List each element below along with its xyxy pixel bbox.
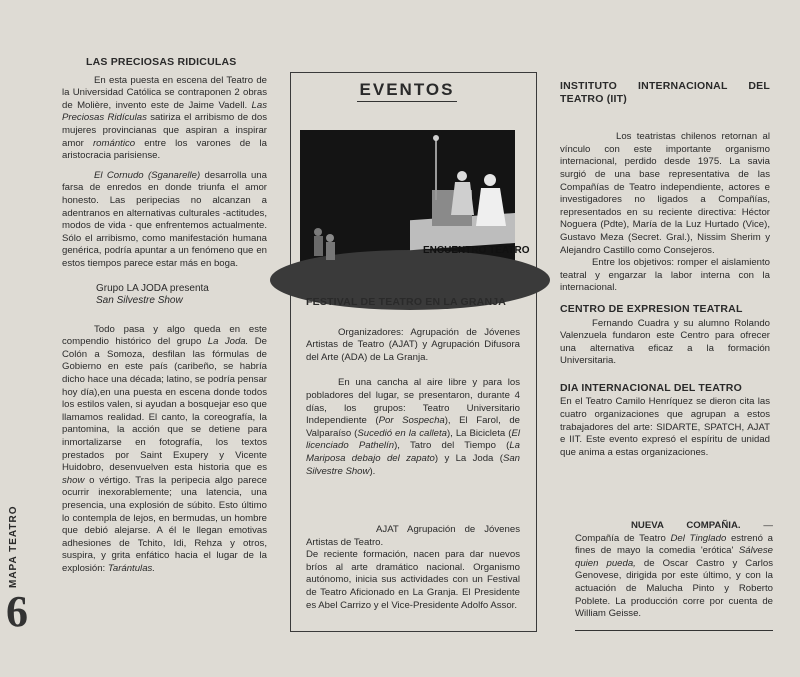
paragraph-organizadores: Organizadores: Agrupación de Jóvenes Artistas de Teatro (AJAT) y Agrupación Difusora del Arte (ADA) de La Granja.	[306, 326, 520, 363]
paragraph-dia: En el Teatro Camilo Henríquez se dieron cita las cuatro organizaciones que agrupan a estos trabajadores del arte: SIDARTE, SPATCH, AJAT e IIT. Este evento expresó el espíritu de unidad que anima a estas organizaciones.	[560, 396, 770, 458]
heading-preciosas: LAS PRECIOSAS RIDICULAS	[86, 56, 237, 68]
paragraph-festival-groups: En una cancha al aire libre y para los pobladores del lugar, se presentaron, durante 4 días, los grupos: Teatro Universitario Independiente (Por Sospecha), El Farol, de Valparaíso (Sucedió en la calleta), La Bicicleta (El licenciado Pathelín), Tatro del Tiempo (La Mariposa debajo del zapato) y La Joda (San Silvestre Show).	[306, 377, 521, 477]
heading-festival: FESTIVAL DE TEATRO EN LA GRANJA	[306, 296, 507, 308]
paragraph-iit-objectives: Entre los objetivos: romper el aislamiento teatral y engarzar la labor interna con la internacional.	[560, 257, 770, 294]
divider-nueva-compania	[575, 630, 773, 631]
ajat-section	[306, 524, 520, 612]
center-column	[306, 296, 520, 485]
group-show: San Silvestre Show	[96, 295, 183, 307]
nueva-compania-section: NUEVA COMPAÑIA. — Compañía de Teatro Del Tinglado estrenó a fines de mayo la comedia 'erótica' Sálvese quien pueda, de Oscar Castro y Carlos Genovese, dirigida por este último, y con la actuación de Malucha Pinto y Roberto Poblete. La producción corre por cuenta de William Geisse.	[575, 520, 773, 620]
section-label: MAPA TEATRO	[8, 505, 19, 588]
right-column	[560, 80, 770, 466]
left-column	[62, 56, 267, 583]
festival-photo	[300, 130, 530, 283]
ajat-body: De reciente formación, nacen para dar nuevos bríos al arte dramático nacional. Organismo autónomo, inicia sus actividades con un Festival de Teatro Aficionado en La Granja. El Presidente es Abel Carrizo y el Vice-Presidente Adolfo Assor.	[306, 549, 520, 611]
stage-sign: ENCUENTRO TEATRO	[423, 245, 530, 256]
paragraph-cornudo: El Cornudo (Sganarelle) desarrolla una farsa de enredos en donde triunfa el amor honesto. Las peripecias no alcanzan a adentranos en alternativas culturales -actitudes, modos de vida - que enfrentemos actualmente. Sólo el arribismo, como manifestación humana genérica, podría apuntar a un fenómeno que en estos tiempos parece estar más en boga.	[62, 169, 267, 269]
group-line: Grupo LA JODA presenta	[96, 282, 209, 294]
eventos-title: EVENTOS	[357, 80, 457, 102]
paragraph-la-joda: Todo pasa y algo queda en este compendio histórico del grupo La Joda. De Colón a Somoza, desfilan las fórmulas de Gobierno en este país (caribeño, se habría dicho hace una década; latino, se podría pensar hoy día),en una puesta en escena donde todos los estilos valen, si ayudan a bosquejar eso que llamamos realidad. El canto, la coreografía, la pantomina, la acción que se detiene para inmortalizarse en fotografía, los textos prestados por Saint Exupery y Vicente Huidobro, desenvuelven esta historia que es show o vértigo. Tras la peripecia algo parece ocurrir inexorablemente; una latencia, una presencia, una explosión de súbito. Esto último lo contempla de lejos, en bermudas, un hombre que debió alejarse. A él le llegan emotivas adhesiones de Tchito, Idi, Rehza y otros, suspira, y grita enfático hacia el lugar de la explosión: Tarántulas.	[62, 323, 268, 574]
heading-cet: CENTRO DE EXPRESION TEATRAL	[560, 302, 743, 315]
paragraph-cet: Fernando Cuadra y su alumno Rolando Valenzuela fundaron este Centro para ofrecer una alternativa eficaz a la formación Universitaria.	[560, 317, 770, 367]
heading-dia: DIA INTERNACIONAL DEL TEATRO	[560, 381, 742, 394]
heading-iit: INSTITUTO INTERNACIONAL DEL TEATRO (IIT)	[560, 80, 770, 105]
paragraph-preciosas: En esta puesta en escena del Teatro de la Universidad Católica se contraponen 2 obras de Molière, invento este de Jaime Vadell. Las Preciosas Ridículas satiriza el arribismo de dos mujeres provincianas que aspiran a inspirar amor romántico entre los varones de la aristocracia parisiense.	[62, 74, 268, 162]
ajat-lead: AJAT Agrupación de Jóvenes Artistas de Teatro.	[306, 524, 520, 548]
stage-photo-illustration	[300, 130, 530, 283]
paragraph-iit: Los teatristas chilenos retornan al vínculo con este importante organismo internacional, perdido desde 1975. La savia surgió de una base representativa de las Compañías de Teatro independiente, actores e investigadores no ligados a Compañías, representados en su reciente directiva: Héctor Noguera (Pdte), María de la Luz Hurtado (Vice), Gustavo Meza (Secret. Gral.), Nissim Sherim y Alejandro Castillo como Consejeros.	[560, 131, 770, 256]
page-number: 6	[6, 587, 28, 636]
nueva-compania-lead: NUEVA COMPAÑIA.	[631, 520, 741, 531]
